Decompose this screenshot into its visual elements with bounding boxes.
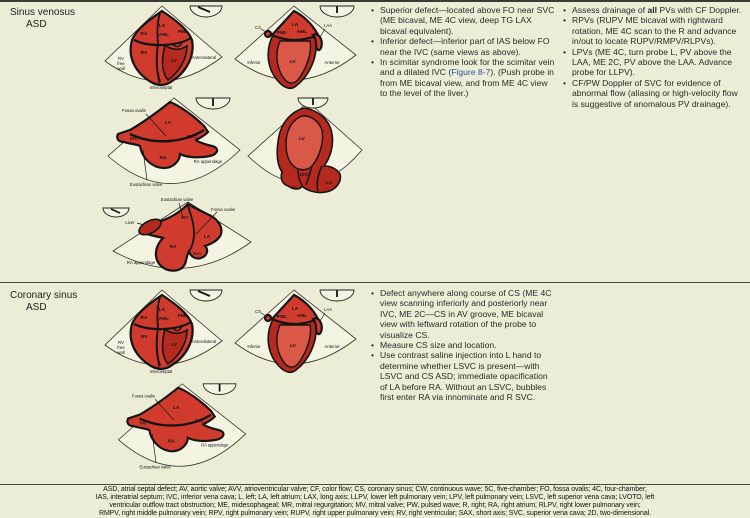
label-la: LA xyxy=(158,308,166,313)
bullet-list xyxy=(562,5,746,109)
label-la: LA xyxy=(325,181,333,186)
row-label-line1: Coronary sinus xyxy=(10,290,78,301)
row-label-line2: ASD xyxy=(26,302,47,313)
bullet-text: Assess drainage of xyxy=(572,5,648,15)
label-pml: PML xyxy=(276,315,288,320)
bicaval-view-diagram xyxy=(100,94,250,207)
label-lvot: LVOT xyxy=(299,172,311,177)
bullet-list xyxy=(370,288,556,402)
label-ra-appendage: RA appendage xyxy=(126,260,156,265)
label-anterolateral: Anterolateral xyxy=(191,339,217,344)
me2c-view-diagram xyxy=(228,3,366,96)
label-lv: LV xyxy=(290,344,296,349)
label-liver: Liver xyxy=(125,220,135,225)
bullet-list xyxy=(370,5,556,99)
label-inferior: Inferior xyxy=(247,344,261,349)
label-svc: SVC xyxy=(187,135,197,140)
probe-icon xyxy=(190,290,222,301)
bullet-item xyxy=(370,340,556,350)
label-fossa-ovalis: Fossa ovalis xyxy=(122,108,146,113)
bullet-text: CF/PW Doppler of SVC for evidence of abnormal flow (aliasing or high-velocity flow is suggestive of anomalous PV drainage). xyxy=(572,77,738,109)
label-ra: RA xyxy=(140,316,148,321)
bullet-text: ). (Push probe in from ME bicaval view, and from ME 4C view to the level of the liver.) xyxy=(380,67,554,99)
bullet-text-bold: all xyxy=(647,5,658,15)
liver-view-diagram xyxy=(93,196,258,283)
me4c-svg xyxy=(98,287,233,375)
bullet-item xyxy=(370,5,556,36)
abbreviation-legend xyxy=(0,486,750,518)
label-ra: RA xyxy=(140,32,148,37)
label-fossa-ovalis: Fossa ovalis xyxy=(132,393,155,399)
label-svc: SVC xyxy=(192,251,202,256)
cs-pointer-line xyxy=(261,313,266,316)
label-ra: RA xyxy=(169,245,177,250)
label-anterior: Anterior xyxy=(324,344,340,349)
label-rv-free-wall-1: RV xyxy=(118,340,124,345)
me4c-svg xyxy=(98,3,233,91)
label-rv-free-wall-3: wall xyxy=(117,350,125,355)
bullet-text: Inferior defect—inferior part of IAS below FO near the IVC (same views as above). xyxy=(380,36,550,57)
bullet-item xyxy=(562,78,746,109)
label-la: LA xyxy=(164,121,172,126)
label-laa: LAA xyxy=(323,23,333,28)
label-pml: PML xyxy=(177,30,189,35)
bullet-item xyxy=(562,5,746,15)
abbreviation-line: ventricular outflow tract obstruction; ME, midesophageal; MR, mitral regurgitation; MV, mitral valve; PW, pulsed wave; R, right; RA, right atrium; RLPV, right lower pulmonary vein; xyxy=(109,502,641,509)
top-rule xyxy=(0,0,750,2)
bicaval-svg xyxy=(108,380,258,484)
label-ivc: IVC xyxy=(130,137,138,142)
coronary-sinus-middle-column xyxy=(370,288,556,402)
bullet-item xyxy=(562,47,746,78)
label-rv-free-wall-1: RV xyxy=(118,56,124,61)
label-ra-appendage: RA appendage xyxy=(201,442,229,448)
me4c-view-diagram xyxy=(98,287,233,380)
bullet-text: Superior defect—located above FO near SVC (ME bicaval, ME 4C view, deep TG LAX bicaval equivalent). xyxy=(380,5,555,36)
label-ra-appendage: RA appendage xyxy=(193,159,223,164)
bullet-text: Measure CS size and location. xyxy=(380,340,497,351)
label-eustachian-valve: Eustachian valve xyxy=(160,197,194,202)
label-rv-free-wall-2: free xyxy=(117,61,125,66)
label-aml: AML xyxy=(158,33,170,38)
label-rv: RV xyxy=(140,51,148,56)
label-pml: PML xyxy=(177,314,189,319)
bullet-text: Use contrast saline injection into L hand to determine whether LSVC is present—with LSVC and CS ASD; immediate opacification of LA before RA. Without an LSVC, bubbles first enter RA via innominate and R SVC. xyxy=(380,350,548,403)
label-aml: AML xyxy=(296,30,308,35)
liver-svg xyxy=(93,196,258,278)
bullet-text: Defect anywhere along course of CS (ME 4C view scanning inferiorly and posteriorly near IVC, ME 2C—CS in AV groove, ME bicaval view with leftward rotation of the probe to visualize CS. xyxy=(380,288,552,340)
label-ivc: IVC xyxy=(139,420,148,426)
label-inferoseptal: Inferoseptal xyxy=(149,85,173,90)
bullet-item xyxy=(370,57,556,99)
deep-tg-svg xyxy=(246,94,364,206)
label-ra: RA xyxy=(159,156,167,161)
deep-tg-view-diagram xyxy=(246,94,364,211)
label-eustachian-valve: Eustachian valve xyxy=(139,464,171,470)
row-label-coronary-sinus xyxy=(10,290,77,314)
bullet-item xyxy=(370,350,556,402)
bullet-item xyxy=(370,288,556,340)
bullet-item xyxy=(370,36,556,57)
label-ra: RA xyxy=(168,438,175,444)
label-anterolateral: Anterolateral xyxy=(191,55,217,60)
label-rv: RV xyxy=(140,335,148,340)
bicaval-view-diagram xyxy=(108,380,258,489)
abbreviation-line: IAS, interatrial septum; IVC, inferior vena cava; L, left; LA, left atrium; LAX, long axis; LLPV, lower left pulmonary vein; LPV, left pulmonary vein; LSVC, left superior vena cava; LVOTO, left xyxy=(95,494,655,501)
row-label-line2: ASD xyxy=(26,19,47,30)
bicaval-svg xyxy=(100,94,250,202)
row-label-sinus-venosus xyxy=(10,7,75,31)
label-lv: LV xyxy=(290,60,296,65)
label-ivc: IVC xyxy=(181,215,189,220)
bullet-text: LPVs (ME 4C, turn probe L, PV above the LAA, ME 2C, PV above the LAA. Advance probe for LLPV). xyxy=(572,46,733,78)
label-aml: AML xyxy=(158,317,170,322)
row-label-line1: Sinus venosus xyxy=(10,7,76,18)
me2c-view-diagram xyxy=(228,287,366,380)
figure-link[interactable]: Figure 8-7 xyxy=(451,67,491,78)
bullet-text: In scimitar syndrome look for the scimitar vein and a dilated IVC ( xyxy=(380,57,555,78)
bullet-text: PVs with CF Doppler. xyxy=(657,5,742,15)
probe-icon xyxy=(190,6,222,17)
bullet-text: RPVs (RUPV ME bicaval with rightward rotation, ME 4C scan to the R and advance in/out to locate RUPV/RMPV/RLPVs). xyxy=(572,15,737,47)
label-rv-free-wall-2: free xyxy=(117,345,125,350)
bullet-item xyxy=(562,15,746,46)
label-rv-free-wall-3: wall xyxy=(117,66,125,71)
label-inferoseptal: Inferoseptal xyxy=(149,369,173,374)
abbreviation-line: ASD, atrial septal defect; AV, aortic valve; AVV, atrioventricular valve; CF, color flow; CS, coronary sinus; CW, continuous wave; 5C, five-chamber; FO, fossa ovalis; 4C, four-chamber; xyxy=(103,486,647,493)
label-la: LA xyxy=(291,307,299,312)
label-ao: Ao xyxy=(291,185,297,190)
sinus-venosus-right-column xyxy=(562,5,746,109)
label-eustachian-valve: Eustachian valve xyxy=(129,182,163,187)
me2c-svg xyxy=(228,3,366,91)
label-pml: PML xyxy=(276,31,288,36)
label-inferior: Inferior xyxy=(247,60,261,65)
me2c-svg xyxy=(228,287,366,375)
label-cs: CS xyxy=(255,309,261,314)
label-anterior: Anterior xyxy=(324,60,340,65)
label-svc: SVC xyxy=(194,418,205,424)
label-lv: LV xyxy=(299,137,305,142)
label-aml: AML xyxy=(296,314,308,319)
label-lv: LV xyxy=(171,343,177,348)
label-la: LA xyxy=(291,23,299,28)
cs-pointer-line xyxy=(261,29,266,32)
label-la: LA xyxy=(203,235,211,240)
label-laa: LAA xyxy=(323,307,333,312)
label-fossa-ovalis: Fossa ovalis xyxy=(211,207,235,212)
sinus-venosus-middle-column xyxy=(370,5,556,99)
abbreviation-line: RMPV, right middle pulmonary vein; RPV, right pulmonary vein; RUPV, right upper pulmonary vein; RV, right ventricular; SAX, short axis; SVC, superior vena cava; 2D, two-dimensional. xyxy=(99,510,651,517)
label-lv: LV xyxy=(171,59,177,64)
probe-icon xyxy=(103,208,129,217)
me4c-view-diagram xyxy=(98,3,233,96)
label-la: LA xyxy=(173,404,180,410)
label-la: LA xyxy=(158,24,166,29)
label-cs: CS xyxy=(255,25,261,30)
